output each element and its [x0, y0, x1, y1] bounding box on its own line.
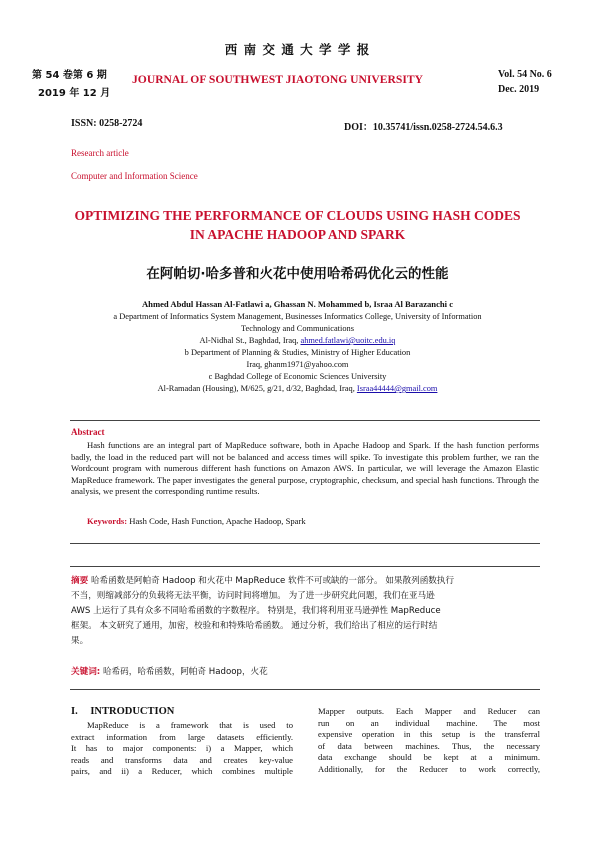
article-category: Computer and Information Science [71, 171, 198, 181]
journal-title-cn: 西 南 交 通 大 学 学 报 [224, 42, 371, 57]
doi [344, 118, 503, 133]
abstract-cn-line4: 框架。 本文研究了通用，加密，校验和和特殊哈希函数。 通过分析，我们给出了相应的运行时结 [71, 621, 438, 631]
date-cn: 2019 年 12 月 [38, 88, 111, 99]
intro-right-line5: data exchange should be kept at a minimum. [318, 752, 540, 763]
abstract-cn-bottom-rule [70, 689, 540, 690]
intro-right-line3: expensive operation in this setup is the transferral [318, 729, 540, 740]
affiliation-a-address: Al-Nidhal St., Baghdad, Iraq, [199, 336, 301, 345]
affiliation-c-address: Al-Ramadan (Housing), M/625, g/21, d/32, Baghdad, Iraq, [157, 384, 357, 393]
intro-left-line4: reads and transforms data and creates key-value [71, 754, 293, 765]
affiliation-a-line2: Technology and Communications [241, 324, 354, 333]
abstract-cn-line2: 不当，则缩减部分的负载将无法平衡，访问时间将增加。 为了进一步研究此问题，我们在亚马逊 [71, 591, 435, 601]
issn: ISSN: 0258-2724 [71, 118, 143, 129]
intro-left-column [71, 720, 293, 778]
email-link-a[interactable]: ahmed.fatlawi@uoitc.edu.iq [300, 336, 396, 345]
intro-left-line3: It has to major components: i) a Mapper, which [71, 743, 293, 754]
article-type: Research article [71, 148, 129, 158]
affiliation-a-line1: a Department of Informatics System Management, Businesses Informatics College, University of Information [113, 312, 482, 321]
abstract-heading: Abstract [71, 427, 105, 437]
intro-right-line4: of data between machines. Thus, the necessary [318, 740, 540, 751]
abstract-cn-line1: 摘要 哈希函数是阿帕奇 Hadoop 和火花中 MapReduce 软件不可或缺的一部分。 如果散列函数执行 [71, 576, 455, 586]
intro-right-line2: run on an individual machine. The most [318, 717, 540, 728]
affiliation-b-line2: Iraq, ghanm1971@yahoo.com [246, 360, 349, 369]
abstract-cn-label: 摘要 [71, 576, 89, 586]
abstract-top-rule [70, 420, 540, 421]
intro-right-line6: Additionally, for the Reducer to work correctly, [318, 763, 540, 774]
section-heading-introduction [71, 706, 174, 717]
abstract-cn-top-rule [70, 566, 540, 567]
abstract-cn [71, 574, 541, 649]
doi-value: 10.35741/issn.0258-2724.54.6.3 [372, 122, 503, 133]
volume-issue-cn: 第 54 卷第 6 期 [32, 70, 107, 81]
intro-left-line2: extract information from large datasets efficiently. [71, 731, 293, 742]
intro-right-line1: Mapper outputs. Each Mapper and Reducer can [318, 706, 540, 716]
affiliation-c-line1: c Baghdad College of Economic Sciences University [208, 372, 387, 381]
journal-title-en: JOURNAL OF SOUTHWEST JIAOTONG UNIVERSITY [132, 73, 423, 86]
intro-left-line5: pairs, and ii) a Reducer, which combines multiple [71, 766, 293, 777]
keywords-cn-line [71, 665, 541, 680]
section-title: INTRODUCTION [90, 706, 175, 717]
volume-issue-en: Vol. 54 No. 6 [498, 69, 552, 80]
keywords-line [87, 516, 306, 526]
affiliation-b-line1: b Department of Planning & Studies, Ministry of Higher Education [184, 348, 411, 357]
keywords-cn-label: 关键词: [71, 667, 101, 677]
keywords-cn-text: 哈希码，哈希函数，阿帕奇 Hadoop，火花 [102, 667, 268, 677]
affiliation-c-line2 [0, 384, 595, 393]
abstract-cn-line3: AWS 上运行了具有众多不同哈希函数的字数程序。 特别是，我们将利用亚马逊弹性 MapReduce [71, 606, 441, 616]
email-link-c[interactable]: Israa44444@gmail.com [356, 384, 438, 393]
section-number: I. [71, 706, 78, 717]
title-en-line1: OPTIMIZING THE PERFORMANCE OF CLOUDS USING HASH CODES [74, 208, 521, 223]
keywords-text: Hash Code, Hash Function, Apache Hadoop, Spark [129, 516, 306, 526]
date-en: Dec. 2019 [498, 84, 540, 95]
author-line: Ahmed Abdul Hassan Al-Fatlawi a, Ghassan N. Mohammed b, Israa Al Barazanchi c [141, 299, 454, 309]
affiliation-a-line3 [0, 336, 595, 345]
intro-left-line1: MapReduce is a framework that is used to [87, 720, 293, 730]
abstract-bottom-rule [70, 543, 540, 544]
title-en-line2: IN APACHE HADOOP AND SPARK [189, 227, 406, 242]
doi-label: DOI： [344, 122, 373, 133]
intro-right-column [318, 706, 540, 776]
abstract-cn-line5: 果。 [71, 636, 89, 646]
title-cn: 在阿帕切·哈多普和火花中使用哈希码优化云的性能 [146, 266, 449, 282]
keywords-label: Keywords: [87, 516, 128, 526]
abstract-text: Hash functions are an integral part of MapReduce software, both in Apache Hadoop and Spark. If the hash function performs badly, the load in the reduced part will not be balanced and access times will spike. To investigate this problem further, we ran the Wordcount program with numerous different hash functions on Amazon AWS. In particular, we will leverage the Amazon Elastic MapReduce framework. The paper investigates the general purpose, cryptographic, checksum, and special hash functions. Through the analysis, we present the corresponding runtime results. [71, 440, 539, 497]
